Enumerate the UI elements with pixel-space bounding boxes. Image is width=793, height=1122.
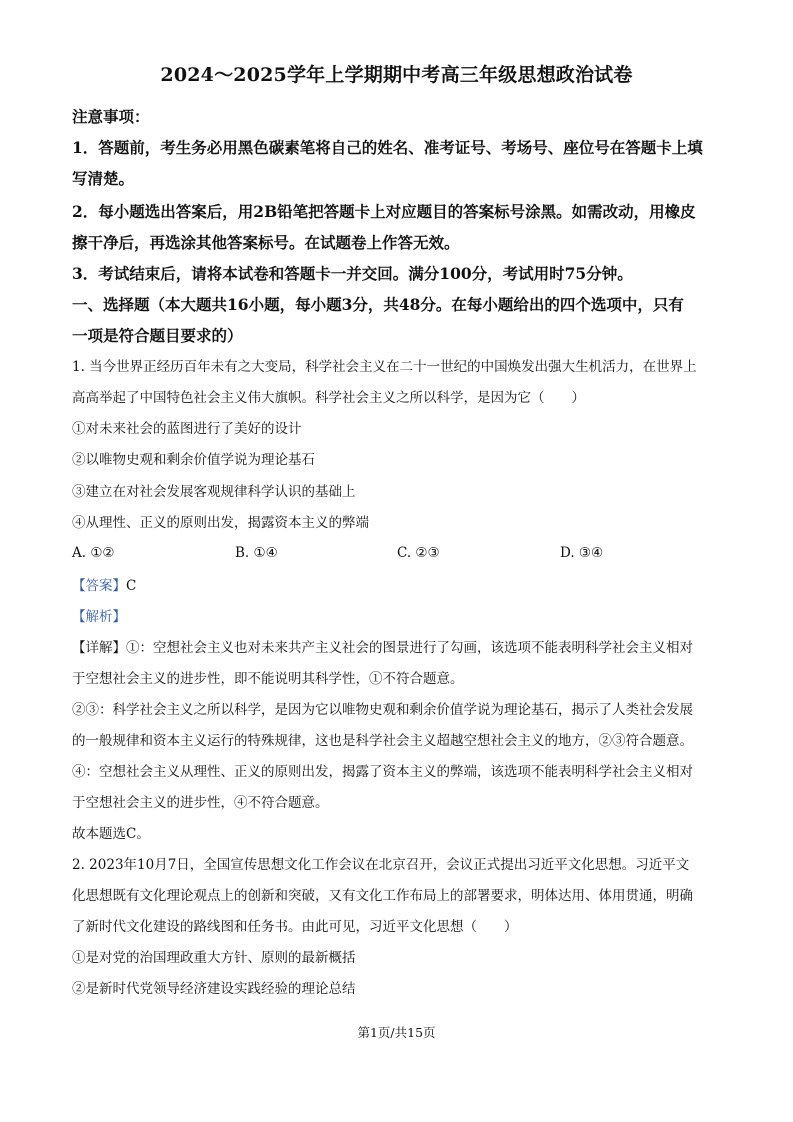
q1-detail-1-line-2: 于空想社会主义的进步性，即不能说明其科学性，①不符合题意。 <box>72 671 464 687</box>
q1-statement-1: ①对未来社会的蓝图进行了美好的设计 <box>72 421 302 437</box>
answer-tag: 【答案】 <box>72 578 126 594</box>
notes-heading: 注意事项： <box>72 107 150 126</box>
q1-options <box>72 538 732 569</box>
q2-stem-line-2: 化思想既有文化理论观点上的创新和突破，又有文化工作布局上的部署要求，明体达用、体用贯通，明确 <box>72 888 693 904</box>
q1-detail-3-line-2: 于空想社会主义的进步性，④不符合题意。 <box>72 795 329 811</box>
q1-detail-2-line-2: 的一般规律和资本主义运行的特殊规律，这也是科学社会主义超越空想社会主义的地方，②③符合题意。 <box>72 733 693 749</box>
q1-statement-2: ②以唯物史观和剩余价值学说为理论基石 <box>72 452 315 468</box>
exam-title: 2024～2025学年上学期期中考高三年级思想政治试卷 <box>160 64 633 86</box>
q1-stem-line-2: 高高举起了中国特色社会主义伟大旗帜。科学社会主义之所以科学，是因为它（ ） <box>72 390 585 406</box>
q1-analysis-line <box>72 602 732 633</box>
notes-item-1-line-2: 写清楚。 <box>72 169 135 188</box>
q1-detail-1-line-1 <box>72 633 732 664</box>
q2-statement-1: ①是对党的治国理政重大方针、原则的最新概括 <box>72 950 356 966</box>
notes-item-1-line-1: 1．答题前，考生务必用黑色碳素笔将自己的姓名、准考证号、考场号、座位号在答题卡上填 <box>72 138 703 157</box>
q1-option-d[interactable]: D. ③④ <box>560 545 604 561</box>
q1-detail-2-line-1: ②③：科学社会主义之所以科学，是因为它以唯物史观和剩余价值学说为理论基石，揭示了人类社会发展 <box>72 702 693 718</box>
q1-conclusion: 故本题选C。 <box>72 826 150 842</box>
page-footer: 第1页/共15页 <box>357 1025 436 1040</box>
q1-statement-3: ③建立在对社会发展客观规律科学认识的基础上 <box>72 484 356 500</box>
q1-statement-4: ④从理性、正义的原则出发，揭露资本主义的弊端 <box>72 515 369 531</box>
q2-statement-2: ②是新时代党领导经济建设实践经验的理论总结 <box>72 981 356 997</box>
q1-detail-3-line-1: ④：空想社会主义从理性、正义的原则出发，揭露了资本主义的弊端，该选项不能表明科学社会主义相对 <box>72 764 693 780</box>
section-1-heading-line-1: 一、选择题（本大题共16小题，每小题3分，共48分。在每小题给出的四个选项中，只有 <box>72 295 684 314</box>
section-1-heading-line-2: 一项是符合题目要求的） <box>72 326 243 345</box>
detail-text: ①：空想社会主义也对未来共产主义社会的图景进行了勾画，该选项不能表明科学社会主义相对 <box>126 640 693 656</box>
notes-item-2-line-2: 擦干净后，再选涂其他答案标号。在试题卷上作答无效。 <box>72 233 460 252</box>
q1-option-b[interactable]: B. ①④ <box>235 545 278 561</box>
answer-value: C <box>126 578 137 594</box>
q1-option-c[interactable]: C. ②③ <box>397 545 440 561</box>
notes-item-3: 3．考试结束后，请将本试卷和答题卡一并交回。满分100分，考试用时75分钟。 <box>72 264 633 283</box>
q1-option-a[interactable]: A. ①② <box>72 545 115 561</box>
q1-answer-line <box>72 571 732 602</box>
q1-stem-line-1: 1. 当今世界正经历百年未有之大变局，科学社会主义在二十一世纪的中国焕发出强大生机活力，在世界上 <box>72 359 697 375</box>
analysis-tag: 【解析】 <box>72 609 126 625</box>
detail-tag: 【详解】 <box>72 640 126 656</box>
q2-stem-line-3: 了新时代文化建设的路线图和任务书。由此可见，习近平文化思想（ ） <box>72 919 518 935</box>
notes-item-2-line-1: 2．每小题选出答案后，用2B铅笔把答题卡上对应题目的答案标号涂黑。如需改动，用橡皮 <box>72 202 696 221</box>
q2-stem-line-1: 2. 2023年10月7日，全国宣传思想文化工作会议在北京召开，会议正式提出习近平文化思想。习近平文 <box>72 857 690 873</box>
